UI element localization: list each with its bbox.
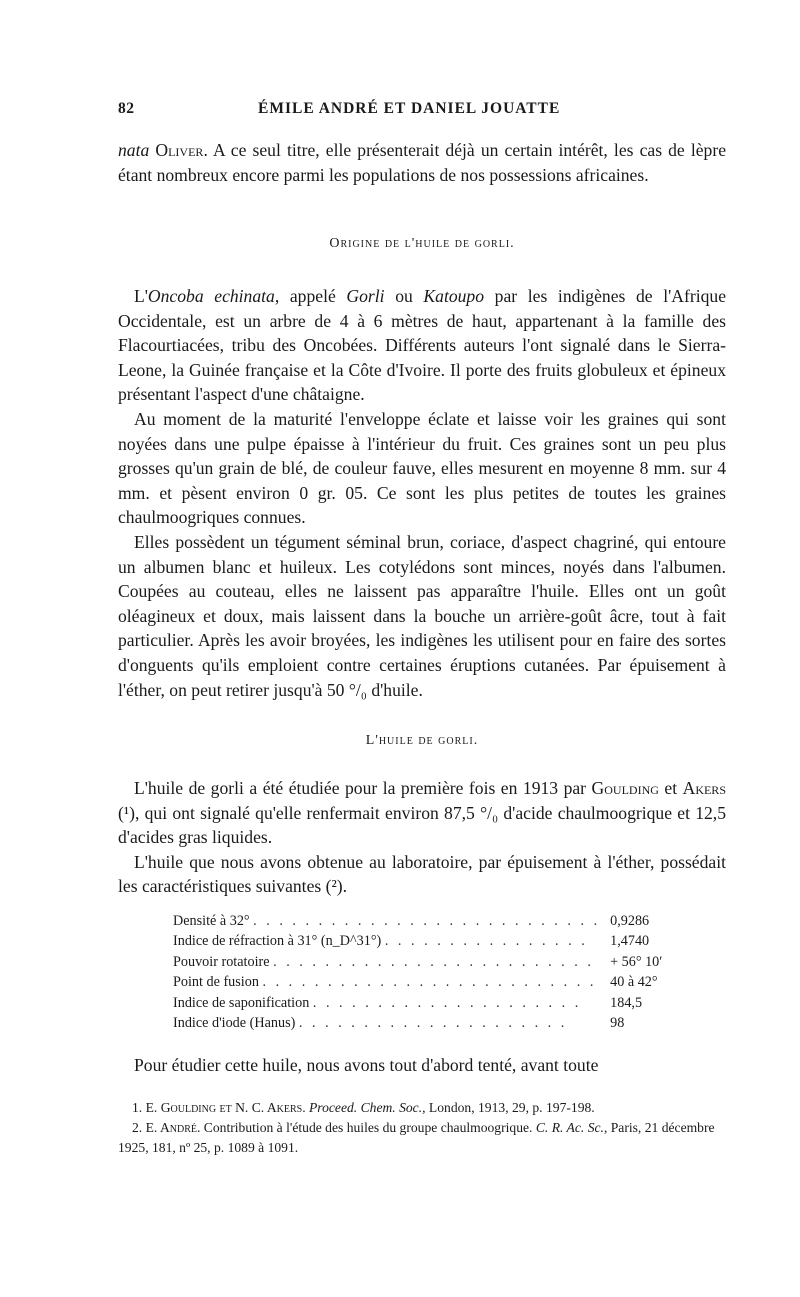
p5-s1: L'huile de gorli a été étudiée pour la première fois en 1913 par — [134, 778, 592, 798]
paragraph-etudier: Pour étudier cette huile, nous avons tout d'abord tenté, avant toute — [134, 1055, 599, 1075]
footnotes — [118, 1098, 726, 1158]
property-value: 40 à 42° — [610, 974, 658, 991]
table-row: Pouvoir rotatoire . . . . . . . . . . . . . . . . . . . . . . . . . + 56° 10′ — [173, 952, 700, 973]
footnote-rest: , Paris, 21 décembre 1925, 181, nº 25, p. 1089 à 1091. — [118, 1120, 715, 1155]
body-block-2 — [118, 776, 726, 899]
footnote-authors: E. Goulding et N. C. Akers. — [145, 1100, 306, 1115]
property-label: Pouvoir rotatoire — [173, 953, 270, 970]
running-header — [118, 100, 726, 124]
property-value: 184,5 — [610, 994, 643, 1011]
table-row: Point de fusion . . . . . . . . . . . . . . . . . . . . . . . . . . 40 à 42° — [173, 973, 700, 994]
table-row: Indice de réfraction à 31° (n_D^31°) . . . . . . . . . . . . . . . . 1,4740 — [173, 932, 700, 953]
footnote-number: 1. — [132, 1100, 143, 1115]
table-row: Indice d'iode (Hanus) . . . . . . . . . . . . . . . . . . . . . 98 — [173, 1014, 700, 1035]
p2-s3: ou — [384, 286, 424, 306]
property-label: Indice d'iode (Hanus) — [173, 1015, 296, 1032]
page-number: 82 — [118, 100, 135, 117]
properties-table — [173, 911, 700, 1034]
property-label: Indice de réfraction à 31° (n_D^31°) — [173, 933, 382, 950]
paragraph-intro — [118, 138, 726, 187]
table-row: Densité à 32° . . . . . . . . . . . . . . . . . . . . . . . . . . . 0,9286 — [173, 911, 700, 932]
common-name-katoupo: Katoupo — [423, 286, 485, 306]
common-name-gorli: Gorli — [346, 286, 385, 306]
property-value: 1,4740 — [610, 933, 650, 950]
para1-text: . A ce seul titre, elle présenterait déjà un certain intérêt, les cas de lèpre étant nombreux encore parmi les populations de nos possessions africaines. — [118, 140, 727, 185]
footnote-text: Contribution à l'étude des huiles du groupe chaulmoogrique. — [200, 1120, 536, 1135]
lead-author: Oliver — [155, 140, 204, 160]
lead-italic: nata — [118, 140, 150, 160]
paragraph-oncoba — [118, 284, 726, 407]
author-akers: Akers — [682, 778, 726, 798]
body-block-1 — [118, 284, 726, 702]
body-block-3 — [118, 1053, 726, 1078]
paragraph-goulding — [118, 776, 726, 850]
footnote-rest: , London, 1913, 29, p. 197-198. — [422, 1100, 595, 1115]
property-value: 0,9286 — [610, 912, 650, 929]
p2-s2: , appelé — [274, 286, 347, 306]
property-value: 98 — [610, 1015, 625, 1032]
p2-s1: L' — [134, 286, 148, 306]
footnote-number: 2. — [132, 1120, 143, 1135]
footnote-2 — [118, 1118, 726, 1158]
paragraph-laboratoire: L'huile que nous avons obtenue au laboratoire, par épuisement à l'éther, possédait les caractéristiques suivantes (²). — [118, 851, 726, 897]
property-label: Point de fusion — [173, 974, 259, 991]
p5-s3: (¹), qui ont signalé qu'elle renfermait environ 87,5 °/₀ d'acide chaulmoogrique et 12,5 d'acides gras liquides. — [118, 802, 726, 848]
footnote-1 — [118, 1098, 726, 1118]
footnote-journal: C. R. Ac. Sc. — [535, 1120, 604, 1135]
p2-s4: par les indigènes de l'Afrique Occidentale, est un arbre de 4 à 6 mètres de haut, appartenant à la famille des Flacourtiacées, tribu des Oncobées. Différents auteurs l'ont signalé dans le Sierra-Leone, la Guinée française et la Côte d'Ivoire. Il porte des fruits globuleux et épineux présentant l'aspect d'une châtaigne. — [118, 286, 727, 405]
paragraph-maturite: Au moment de la maturité l'enveloppe éclate et laisse voir les graines qui sont noyées dans une pulpe épaisse à l'intérieur du fruit. Ces graines sont un peu plus grosses qu'un grain de blé, de couleur fauve, elles mesurent en moyenne 8 mm. sur 4 mm. et pèsent environ 0 gr. 05. Ce sont les plus petites de toutes les graines chaulmoogriques connues. — [118, 408, 726, 528]
property-label: Indice de saponification — [173, 994, 310, 1011]
section-heading-origine: Origine de l'huile de gorli. — [329, 236, 515, 251]
species-name: Oncoba echinata — [147, 286, 275, 306]
paragraph-tegument: Elles possèdent un tégument séminal brun, coriace, d'aspect chagriné, qui entoure un albumen blanc et huileux. Les cotylédons sont minces, noyés dans l'albumen. Coupées au couteau, elles ne laissent pas apparaître l'huile. Elles ont un goût oléagineux et doux, mais laissent dans la bouche un arrière-goût âcre, tout à fait particulier. Après les avoir broyées, les indigènes les utilisent pour en faire des sortes d'onguents qu'ils emploient contre certaines éruptions cutanées. Par épuisement à l'éther, on peut retirer jusqu'à 50 °/₀ d'huile. — [118, 531, 726, 700]
footnote-journal: Proceed. Chem. Soc. — [309, 1100, 423, 1115]
p5-s2: et — [658, 778, 683, 798]
author-goulding: Goulding — [591, 778, 659, 798]
running-title: ÉMILE ANDRÉ ET DANIEL JOUATTE — [258, 100, 561, 117]
footnote-authors: E. André. — [145, 1120, 201, 1135]
property-value: + 56° 10′ — [610, 953, 663, 970]
section-heading-huile: L'huile de gorli. — [365, 733, 479, 748]
property-label: Densité à 32° — [173, 912, 250, 929]
table-row: Indice de saponification . . . . . . . . . . . . . . . . . . . . . 184,5 — [173, 993, 700, 1014]
